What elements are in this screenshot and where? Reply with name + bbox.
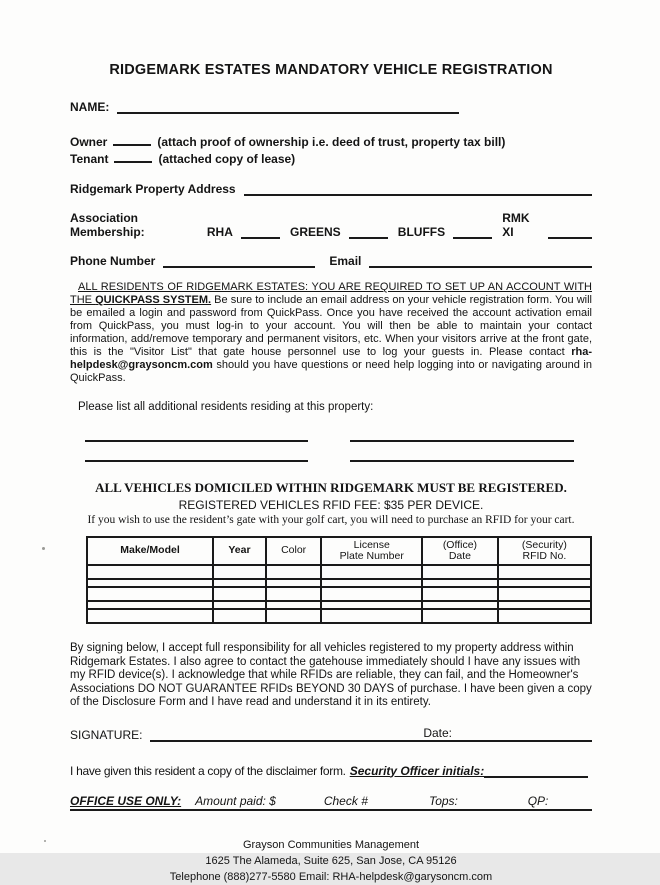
phone-label: Phone Number <box>70 254 156 268</box>
acknowledgement-paragraph: By signing below, I accept full responsibility for all vehicles registered to my property address within Ridgemark Estates. I also agree to contact the gatehouse immediately should I have any issues with my RFID device(s). I acknowledge that while RFIDs are reliable, they can fail, and the Homeowner's Associations DO NOT GUARANTEE RFIDs BEYOND 30 DAYS of purchase. I have been given a copy of the Disclosure Form and I have read and understand it in its entirety. <box>70 642 592 708</box>
association-option-rmkxi: RMK XI <box>502 211 530 239</box>
tenant-row <box>70 149 592 166</box>
vehicle-table <box>86 536 592 624</box>
signature-label: SIGNATURE: <box>70 727 143 742</box>
association-option-greens: GREENS <box>290 225 341 239</box>
footer-contact: Telephone (888)277-5580 Email: RHA-helpdesk@garysoncm.com <box>169 870 493 883</box>
resident-fill-line <box>350 428 574 442</box>
name-label: NAME: <box>70 100 110 114</box>
table-row <box>87 609 591 623</box>
association-option-bluffs: BLUFFS <box>397 225 446 239</box>
tops-label: Tops: <box>428 793 458 808</box>
rfid-fee-line: REGISTERED VEHICLES RFID FEE: $35 PER DEVICE. <box>178 498 484 512</box>
email-fill-line <box>369 254 592 268</box>
resident-fill-line <box>85 428 308 442</box>
disclaimer-text: I have given this resident a copy of the disclaimer form. <box>70 763 346 778</box>
check-number-label: Check # <box>323 793 368 808</box>
resident-fill-line <box>350 448 574 462</box>
vehicle-table-header-row <box>87 537 591 565</box>
signature-row <box>70 726 592 742</box>
name-fill-line <box>117 100 459 114</box>
quickpass-notice-paragraph <box>70 281 592 385</box>
residents-fill-row-1 <box>70 428 592 442</box>
signature-fill-line <box>150 728 421 742</box>
footer-block <box>70 837 592 885</box>
association-option-rha: RHA <box>206 225 233 239</box>
footer-company: Grayson Communities Management <box>242 838 420 851</box>
helpdesk-email: rha-helpdesk@graysoncm.com <box>70 346 592 371</box>
col-header-color: Color <box>266 537 321 565</box>
form-content <box>70 58 592 885</box>
golf-cart-line: If you wish to use the resident’s gate with your golf cart, you will need to purchase an RFID for your cart. <box>87 514 575 526</box>
quickpass-body-text: Be sure to include an email address on your vehicle registration form. You will be emailed a login and password from QuickPass. Once you have received the account activation email from QuickPass, you must log-in to your account. You will then be able to maintain your contact information, add/remove temporary and permanent visitors, etc. When your visitors arrive at the front gate, this is the "Visitor List" that gate house personnel use to log your guests in. Please contact <box>70 294 592 358</box>
col-header-security-rfid: (Security) RFID No. <box>498 537 591 565</box>
table-row <box>87 587 591 601</box>
tenant-fill-line <box>114 149 152 163</box>
association-membership-row <box>70 211 592 239</box>
rmkxi-fill-line <box>548 225 592 239</box>
email-label: Email <box>329 254 362 268</box>
tenant-label: Tenant <box>70 152 109 166</box>
phone-email-row <box>70 254 592 268</box>
vehicles-heading: ALL VEHICLES DOMICILED WITHIN RIDGEMARK MUST BE REGISTERED. <box>95 480 567 495</box>
officer-initials-fill-line <box>484 764 588 778</box>
quickpass-body-text-end: should you have questions or need help logging into or navigating around in QuickPass. <box>70 359 592 384</box>
owner-label: Owner <box>70 135 108 149</box>
owner-fill-line <box>113 132 151 146</box>
association-label: Association Membership: <box>70 211 145 239</box>
disclaimer-row <box>70 764 592 778</box>
property-address-label: Ridgemark Property Address <box>70 182 236 196</box>
quickpass-underlined-text: ALL RESIDENTS OF RIDGEMARK ESTATES: YOU ARE REQUIRED TO SET UP AN ACCOUNT WITH THE <box>70 281 592 306</box>
rha-fill-line <box>241 225 280 239</box>
table-row <box>87 565 591 579</box>
office-use-only-label: OFFICE USE ONLY: <box>70 793 182 808</box>
col-header-license-plate: License Plate Number <box>321 537 422 565</box>
quickpass-system-bold: QUICKPASS SYSTEM. <box>95 294 212 306</box>
date-label: Date: <box>423 725 452 740</box>
col-header-year: Year <box>213 537 266 565</box>
owner-row <box>70 132 592 149</box>
phone-fill-line <box>163 254 315 268</box>
resident-fill-line <box>85 448 308 462</box>
greens-fill-line <box>349 225 388 239</box>
property-address-fill-line <box>244 182 592 196</box>
col-header-make-model: Make/Model <box>87 537 213 565</box>
scan-artifact-speck <box>42 547 45 550</box>
footer-address: 1625 The Alameda, Suite 625, San Jose, CA 95126 <box>205 854 457 867</box>
property-address-row <box>70 182 592 196</box>
security-officer-initials-label: Security Officer initials: <box>349 763 485 778</box>
name-field-row <box>70 100 592 114</box>
residents-fill-row-2 <box>70 448 592 462</box>
amount-paid-label: Amount paid: $ <box>195 793 276 808</box>
additional-residents-label: Please list all additional residents residing at this property: <box>78 401 374 413</box>
col-header-office-date: (Office) Date <box>422 537 498 565</box>
owner-tenant-block <box>70 132 592 166</box>
bluffs-fill-line <box>453 225 492 239</box>
form-title: RIDGEMARK ESTATES MANDATORY VEHICLE REGISTRATION <box>109 62 553 78</box>
office-use-row <box>70 794 592 811</box>
table-spacer-row <box>87 579 591 587</box>
scan-artifact-speck <box>44 840 46 842</box>
owner-note: (attach proof of ownership i.e. deed of trust, property tax bill) <box>157 135 506 149</box>
tenant-note: (attached copy of lease) <box>158 152 296 166</box>
table-spacer-row <box>87 601 591 609</box>
date-fill-line <box>454 728 592 742</box>
qp-label: QP: <box>527 793 549 808</box>
